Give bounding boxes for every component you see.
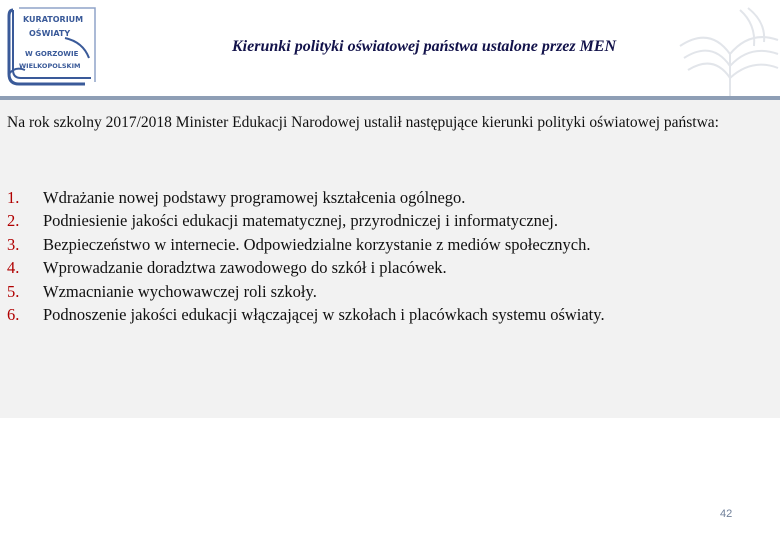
kuratorium-logo [5, 4, 99, 88]
list-item [7, 209, 605, 232]
list-item [7, 186, 605, 209]
page-number: 42 [720, 508, 733, 520]
intro-text: Na rok szkolny 2017/2018 Minister Edukacji Narodowej ustalił następujące kierunki polityki oświatowej państwa: [7, 114, 719, 131]
list-number: 6. [7, 305, 20, 325]
list-number: 2. [7, 211, 20, 231]
content-area [0, 100, 780, 418]
logo-line-3: W GORZOWIE [25, 50, 79, 58]
logo-line-4: WIELKOPOLSKIM [19, 62, 81, 70]
slide-header [0, 0, 780, 96]
list-number: 1. [7, 188, 20, 207]
list-item [7, 303, 605, 326]
list-item [7, 233, 605, 256]
list-item [7, 280, 605, 303]
list-item-text: Wprowadzanie doradztwa zawodowego do szkół i placówek. [43, 258, 447, 278]
list-item-text: Bezpieczeństwo w internecie. Odpowiedzialne korzystanie z mediów społecznych. [43, 234, 591, 254]
list-item-text: Podnoszenie jakości edukacji włączającej w szkołach i placówkach systemu oświaty. [43, 305, 605, 325]
open-book-icon [670, 6, 780, 102]
page-title: Kierunki polityki oświatowej państwa ustalone przez MEN [232, 38, 617, 55]
directions-list [7, 186, 605, 326]
logo-line-1: KURATORIUM [23, 15, 84, 24]
list-item [7, 256, 605, 279]
list-item-text: Wdrażanie nowej podstawy programowej kształcenia ogólnego. [43, 188, 466, 207]
logo-line-2: OŚWIATY [29, 29, 71, 38]
list-number: 3. [7, 234, 20, 254]
list-number: 5. [7, 281, 20, 301]
list-item-text: Podniesienie jakości edukacji matematycznej, przyrodniczej i informatycznej. [43, 211, 558, 231]
list-number: 4. [7, 258, 20, 278]
list-item-text: Wzmacnianie wychowawczej roli szkoły. [43, 281, 317, 301]
